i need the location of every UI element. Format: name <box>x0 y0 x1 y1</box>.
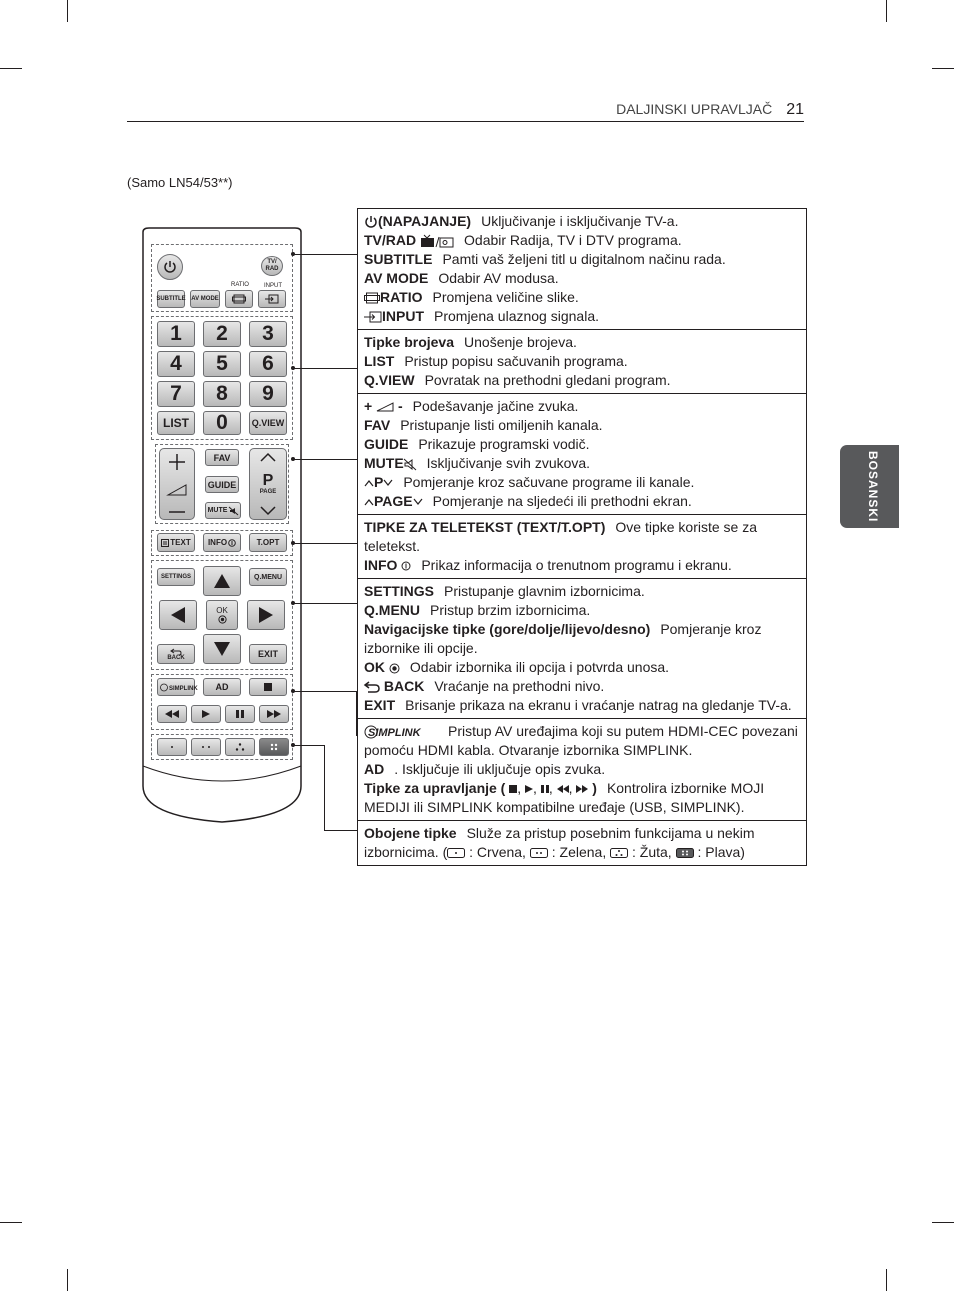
input-icon <box>364 311 382 323</box>
desc-text: Uključivanje i isključivanje TV-a. <box>481 213 679 229</box>
desc-text: Pristupanje listi omiljenih kanala. <box>400 417 603 433</box>
number-8-button[interactable]: 8 <box>203 381 241 407</box>
language-tab <box>840 445 899 528</box>
key-label: SETTINGS <box>364 583 435 599</box>
info-button[interactable] <box>203 533 241 552</box>
key-label: EXIT <box>364 697 396 713</box>
section-color <box>358 820 806 865</box>
crop-mark <box>67 0 68 22</box>
desc-text: Prikazuje programski vodič. <box>418 436 590 452</box>
ad-button[interactable]: AD <box>203 678 241 696</box>
key-label: + <box>364 398 373 414</box>
pause-button[interactable] <box>225 705 255 723</box>
chevron-up-icon <box>364 479 374 487</box>
volume-icon <box>376 402 394 412</box>
crop-mark <box>932 1222 954 1223</box>
tv-rad-button[interactable]: TV/ RAD <box>261 256 283 276</box>
key-label: GUIDE <box>364 436 409 452</box>
program-label <box>260 473 277 495</box>
mute-label: MUTE <box>207 507 228 514</box>
red-key-icon <box>447 848 465 858</box>
section-numbers <box>358 329 806 393</box>
key-label: PAGE <box>374 493 413 509</box>
key-label: TV/RAD <box>364 232 417 248</box>
play-button[interactable] <box>191 705 221 723</box>
desc-text: Pomjeranje kroz sačuvane programe ili kanale. <box>403 474 695 490</box>
q-menu-button[interactable]: Q.MENU <box>249 568 287 586</box>
list-button[interactable]: LIST <box>157 411 195 435</box>
av-mode-button[interactable]: AV MODE <box>190 290 220 308</box>
key-label: Q.MENU <box>364 602 420 618</box>
number-1-button[interactable]: 1 <box>157 321 195 347</box>
chevron-up-icon <box>259 451 277 463</box>
teletext-icon <box>161 539 169 547</box>
simplink-label: SIMPLINK <box>169 685 198 692</box>
desc-text: . Isključuje ili uključuje opis zvuka. <box>394 761 606 777</box>
crop-mark <box>67 1269 68 1291</box>
stop-button[interactable] <box>249 678 287 696</box>
rewind-icon <box>557 785 569 793</box>
pause-icon <box>541 785 549 793</box>
key-label: AV MODE <box>364 270 429 286</box>
key-label: Tipke za upravljanje ( <box>364 780 506 796</box>
key-label: RATIO <box>380 289 423 305</box>
three-dot-icon <box>235 743 245 751</box>
green-key-icon <box>530 848 548 858</box>
arrow-down-icon <box>213 641 231 657</box>
desc-text: Prikaz informacija o trenutnom programu i ekranu. <box>421 557 732 573</box>
volume-icon <box>167 484 187 496</box>
crop-mark <box>932 68 954 69</box>
nav-up-button[interactable] <box>203 566 241 596</box>
fast-forward-icon <box>267 710 281 718</box>
minus-icon <box>167 509 187 515</box>
volume-rocker[interactable] <box>159 448 195 520</box>
program-rocker[interactable] <box>249 448 287 520</box>
number-3-button[interactable]: 3 <box>249 321 287 347</box>
page-header <box>616 101 804 119</box>
simplink-icon <box>364 725 438 739</box>
number-0-button[interactable]: 0 <box>203 411 241 435</box>
tv-radio-icon <box>420 235 454 248</box>
header-rule <box>127 121 804 122</box>
model-note: (Samo LN54/53**) <box>127 175 233 190</box>
arrow-left-icon <box>170 606 186 624</box>
blue-label: : Plava) <box>697 844 745 860</box>
number-2-button[interactable]: 2 <box>203 321 241 347</box>
desc-text: Unošenje brojeva. <box>464 334 577 350</box>
key-label: - <box>397 398 403 414</box>
info-icon <box>401 561 411 571</box>
yellow-label: : Žuta, <box>632 844 672 860</box>
desc-text: Promjena veličine slike. <box>432 289 579 305</box>
plus-icon <box>167 453 187 471</box>
rewind-button[interactable] <box>157 705 187 723</box>
number-7-button[interactable]: 7 <box>157 381 195 407</box>
stop-icon <box>509 785 517 793</box>
desc-text: Povratak na prethodni gledani program. <box>424 372 671 388</box>
desc-text: Pristupanje glavnim izbornicima. <box>444 583 645 599</box>
red-label: : Crvena, <box>469 844 526 860</box>
arrow-up-icon <box>213 573 231 589</box>
key-label: Obojene tipke <box>364 825 457 841</box>
desc-text: Pomjeranje kroz izbornike ili opcije. <box>364 621 762 656</box>
page-label: PAGE <box>259 489 277 495</box>
green-button[interactable] <box>191 738 221 756</box>
desc-text: Podešavanje jačine zvuka. <box>412 398 579 414</box>
desc-text: Kontrolira izbornike MOJI MEDIJI ili SIMPLINK kompatibilne uređaje (USB, SIMPLINK). <box>364 780 765 815</box>
yellow-key-icon <box>610 848 628 858</box>
key-label: Tipke brojeva <box>364 334 455 350</box>
green-label: : Zelena, <box>551 844 607 860</box>
mute-icon <box>404 459 417 470</box>
svg-text:SIMPLINK: SIMPLINK <box>368 727 421 740</box>
key-label: Navigacijske tipke (gore/dolje/lijevo/desno) <box>364 621 651 637</box>
ratio-label: RATIO <box>231 282 249 288</box>
crop-mark <box>886 1269 887 1291</box>
number-9-button[interactable]: 9 <box>249 381 287 407</box>
key-label: MUTE <box>364 455 404 471</box>
play-icon <box>202 710 210 718</box>
section-teletext <box>358 514 806 578</box>
key-label: INPUT <box>382 308 424 324</box>
red-button[interactable] <box>157 738 187 756</box>
four-dot-icon <box>270 743 278 751</box>
desc-text: Brisanje prikaza na ekranu i vraćanje natrag na gledanje TV-a. <box>405 697 792 713</box>
chevron-down-icon <box>413 498 423 506</box>
guide-button[interactable]: GUIDE <box>205 476 239 493</box>
crop-mark <box>0 68 22 69</box>
section-power <box>358 209 806 329</box>
settings-button[interactable]: SETTINGS <box>157 568 195 586</box>
back-icon <box>364 681 380 693</box>
back-button[interactable] <box>157 644 195 664</box>
fav-button[interactable]: FAV <box>205 449 239 466</box>
crop-mark <box>886 0 887 22</box>
ratio-button[interactable] <box>225 290 253 308</box>
section-navigation <box>358 578 806 718</box>
input-button[interactable] <box>258 290 286 308</box>
chevron-down-icon <box>259 505 277 517</box>
key-label: AD <box>364 761 385 777</box>
key-label: INFO <box>364 557 398 573</box>
simplink-icon <box>160 683 198 692</box>
info-label: INFO <box>207 538 228 547</box>
ok-icon <box>218 615 227 624</box>
description-table <box>357 208 807 866</box>
crop-mark <box>0 1222 22 1223</box>
input-icon <box>265 294 279 304</box>
yellow-button[interactable] <box>225 738 255 756</box>
ratio-icon <box>364 292 380 304</box>
q-view-button[interactable]: Q.VIEW <box>249 411 287 435</box>
arrow-right-icon <box>258 606 274 624</box>
back-icon <box>170 648 182 655</box>
key-label: TIPKE ZA TELETEKST (TEXT/T.OPT) <box>364 519 606 535</box>
key-label: P <box>374 474 384 490</box>
text-button[interactable] <box>157 533 195 552</box>
desc-text: Odabir AV modusa. <box>438 270 559 286</box>
number-5-button[interactable]: 5 <box>203 351 241 377</box>
ratio-icon <box>232 294 246 304</box>
blue-button[interactable] <box>259 738 289 756</box>
section-volume <box>358 393 806 514</box>
blue-key-icon <box>676 848 694 858</box>
number-4-button[interactable]: 4 <box>157 351 195 377</box>
power-icon <box>364 215 378 229</box>
remote-control-illustration <box>139 226 305 826</box>
key-label: (NAPAJANJE) <box>378 213 472 229</box>
fast-forward-button[interactable] <box>259 705 289 723</box>
mute-button[interactable] <box>205 502 241 519</box>
nav-right-button[interactable] <box>247 600 285 630</box>
section-media: SIMPLINK Pristup AV uređajima koji su putem HDMI-CEC povezani pomoću HDMI kabla. Otvaranje izbornika SIMPLINK. AD . Isključuje ili uključuje opis zvuka. Tipke za upravljanje ( , , , , ) Kontrolira izbornike MOJI MEDIJI ili SIMPLINK kompatibilne uređaje (USB, SIMPLINK). <box>358 718 806 820</box>
desc-text: Vraćanje na prethodni nivo. <box>434 678 605 694</box>
chevron-down-icon <box>383 479 393 487</box>
header-title: DALJINSKI UPRAVLJAČ <box>616 101 773 117</box>
ok-label: OK <box>216 605 228 615</box>
simplink-button[interactable] <box>157 678 198 696</box>
pause-icon <box>236 710 244 718</box>
t-opt-button[interactable]: T.OPT <box>249 533 287 552</box>
desc-text: Pamti vaš željeni titl u digitalnom načinu rada. <box>442 251 726 267</box>
desc-text: Odabir izbornika ili opcija i potvrda unosa. <box>409 659 670 675</box>
key-label: BACK <box>383 678 425 694</box>
power-icon <box>163 260 177 274</box>
key-label: LIST <box>364 353 395 369</box>
power-button[interactable] <box>157 254 183 280</box>
input-label: INPUT <box>264 283 282 289</box>
stop-icon <box>264 683 272 691</box>
rewind-icon <box>165 710 179 718</box>
exit-button[interactable]: EXIT <box>249 644 287 664</box>
page-number: 21 <box>786 101 804 118</box>
nav-left-button[interactable] <box>159 600 197 630</box>
key-label: FAV <box>364 417 391 433</box>
play-icon <box>525 785 533 793</box>
back-label: BACK <box>167 654 185 661</box>
desc-text: Pristup brzim izbornicima. <box>430 602 591 618</box>
key-label: OK <box>364 659 385 675</box>
text-label: TEXT <box>170 538 191 547</box>
desc-text: Odabir Radija, TV i DTV programa. <box>464 232 682 248</box>
key-label: ) <box>592 780 597 796</box>
desc-text: Pristup popisu sačuvanih programa. <box>404 353 628 369</box>
chevron-up-icon <box>364 498 374 506</box>
number-6-button[interactable]: 6 <box>249 351 287 377</box>
p-label: P <box>262 472 274 489</box>
desc-text: Promjena ulaznog signala. <box>434 308 599 324</box>
info-icon <box>228 539 236 547</box>
language-tab-label: BOSANSKI <box>866 451 880 523</box>
desc-text: Ove tipke koriste se za teletekst. <box>364 519 757 554</box>
nav-down-button[interactable] <box>203 634 241 664</box>
desc-text: Služe za pristup posebnim funkcijama u nekim izbornicima. ( <box>364 825 755 860</box>
key-label: Q.VIEW <box>364 372 415 388</box>
desc-text: Isključivanje svih zvukova. <box>426 455 591 471</box>
ok-icon <box>389 663 400 674</box>
fast-forward-icon <box>576 785 588 793</box>
desc-text: Pomjeranje na sljedeći ili prethodni ekran. <box>432 493 692 509</box>
mute-icon <box>229 507 238 515</box>
ok-button[interactable] <box>206 600 238 630</box>
subtitle-button[interactable]: SUBTITLE <box>157 290 185 308</box>
desc-text: Pristup AV uređajima koji su putem HDMI-CEC povezani pomoću HDMI kabla. Otvaranje izbornika SIMPLINK. <box>364 723 798 758</box>
key-label: SUBTITLE <box>364 251 433 267</box>
